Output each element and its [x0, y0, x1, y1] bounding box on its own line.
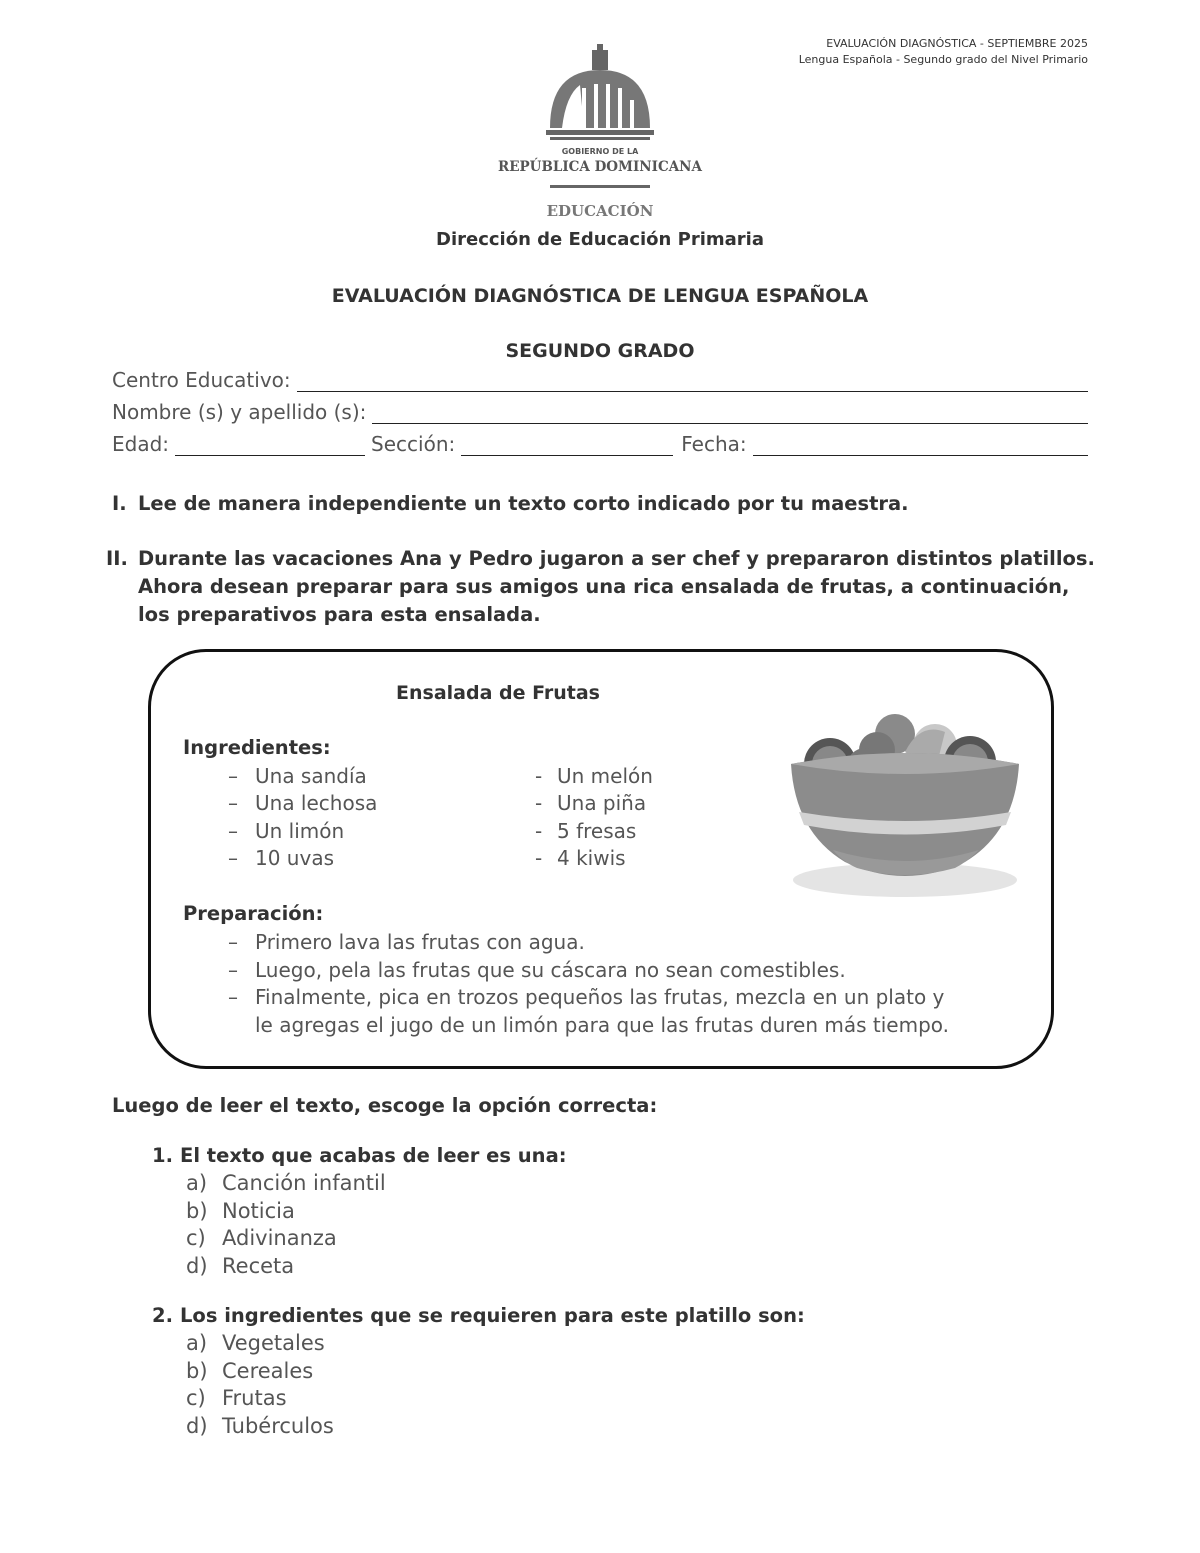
logo-lantern [597, 44, 603, 50]
preparation-step: Luego, pela las frutas que su cáscara no sean comestibles. [255, 958, 846, 982]
option-letter[interactable]: a) [186, 1331, 208, 1355]
grade-title: SEGUNDO GRADO [505, 340, 695, 362]
government-logo [498, 40, 720, 220]
preparation-step: Finalmente, pica en trozos pequeños las frutas, mezcla en un plato y [255, 985, 945, 1009]
option-letter[interactable]: b) [186, 1198, 208, 1223]
fecha-field[interactable] [753, 433, 1088, 456]
option-letter[interactable]: d) [186, 1413, 208, 1438]
ingredient-dash: – [228, 846, 238, 870]
ingredient-item: Una piña [557, 791, 647, 815]
ingredient-item: 10 uvas [255, 846, 334, 870]
centro-label: Centro Educativo: [112, 368, 291, 392]
section-2-line1: Durante las vacaciones Ana y Pedro jugaron a ser chef y prepararon distintos platillos. [138, 547, 1095, 570]
ingredient-dash: – [228, 791, 238, 815]
option-letter[interactable]: b) [186, 1358, 208, 1383]
ingredient-item: Una sandía [255, 764, 367, 788]
option-letter[interactable]: a) [186, 1171, 208, 1195]
ingredient-item: 4 kiwis [557, 846, 626, 870]
recipe-title: Ensalada de Frutas [396, 682, 600, 704]
preparation-step: Primero lava las frutas con agua. [255, 930, 585, 954]
step-3-continuation: le agregas el jugo de un limón para que las frutas duren más tiempo. [255, 1013, 950, 1037]
ingredient-dash: - [535, 791, 543, 815]
option-text[interactable]: Tubérculos [222, 1413, 334, 1438]
header-line2: Lengua Española - Segundo grado del Nivel Primario [798, 53, 1088, 66]
edad-label: Edad: [112, 432, 170, 456]
seccion-field[interactable] [461, 433, 673, 456]
ingredient-dash: - [535, 846, 543, 870]
ingredient-dash: – [228, 764, 238, 788]
fruit-bowl-illustration [785, 712, 1025, 902]
header-info [799, 36, 1088, 68]
option-text[interactable]: Frutas [222, 1386, 287, 1410]
option-text[interactable]: Receta [222, 1253, 295, 1278]
instructions: Luego de leer el texto, escoge la opción correcta: [112, 1094, 658, 1117]
logo-text-3: EDUCACIÓN [546, 202, 654, 220]
nombre-row [112, 398, 1088, 424]
option-letter[interactable]: d) [186, 1253, 208, 1278]
section-1-text: Lee de manera independiente un texto corto indicado por tu maestra. [138, 492, 909, 515]
step-dash: – [228, 985, 238, 1009]
step-dash: – [228, 958, 238, 982]
nombre-field[interactable] [372, 401, 1088, 424]
seccion-label: Sección: [371, 432, 456, 456]
option-text[interactable]: Canción infantil [222, 1171, 386, 1195]
header-line1: EVALUACIÓN DIAGNÓSTICA - SEPTIEMBRE 2025 [826, 37, 1088, 50]
option-letter[interactable]: c) [186, 1226, 206, 1250]
nombre-label: Nombre (s) y apellido (s): [112, 400, 367, 424]
option-text[interactable]: Cereales [222, 1358, 314, 1383]
question-number: 1. [152, 1144, 173, 1167]
ingredient-item: Un melón [557, 764, 653, 788]
ingredient-dash: - [535, 764, 543, 788]
centro-row [112, 366, 1088, 392]
edad-row [112, 430, 1088, 456]
question-number: 2. [152, 1304, 173, 1327]
ingredient-item: Una lechosa [255, 791, 378, 815]
section-2-line3: los preparativos para esta ensalada. [138, 603, 541, 626]
ingredients-label: Ingredientes: [183, 736, 331, 759]
ingredient-item: Un limón [255, 819, 345, 843]
edad-field[interactable] [175, 433, 365, 456]
step-dash: – [228, 930, 238, 954]
section-2-line2: Ahora desean preparar para sus amigos una rica ensalada de frutas, a continuación, [138, 575, 1070, 598]
option-letter[interactable]: c) [186, 1386, 206, 1410]
department-title: Dirección de Educación Primaria [436, 229, 764, 250]
fecha-label: Fecha: [681, 432, 747, 456]
section-2-text [138, 545, 1095, 629]
logo-text-2: REPÚBLICA DOMINICANA [498, 159, 702, 175]
section-1-numeral: I. [112, 492, 127, 515]
option-text[interactable]: Adivinanza [222, 1226, 337, 1250]
ingredient-dash: – [228, 819, 238, 843]
preparation-label: Preparación: [183, 902, 324, 925]
page-title: EVALUACIÓN DIAGNÓSTICA DE LENGUA ESPAÑOLA [331, 285, 869, 307]
section-2-numeral: II. [106, 547, 128, 570]
logo-text-1: GOBIERNO DE LA [561, 147, 639, 156]
question-text: Los ingredientes que se requieren para este platillo son: [180, 1304, 805, 1327]
ingredient-item: 5 fresas [557, 819, 637, 843]
option-text[interactable]: Vegetales [222, 1331, 325, 1355]
option-text[interactable]: Noticia [222, 1198, 295, 1223]
ingredient-dash: - [535, 819, 543, 843]
centro-field[interactable] [297, 369, 1088, 392]
question-text: El texto que acabas de leer es una: [180, 1144, 567, 1167]
